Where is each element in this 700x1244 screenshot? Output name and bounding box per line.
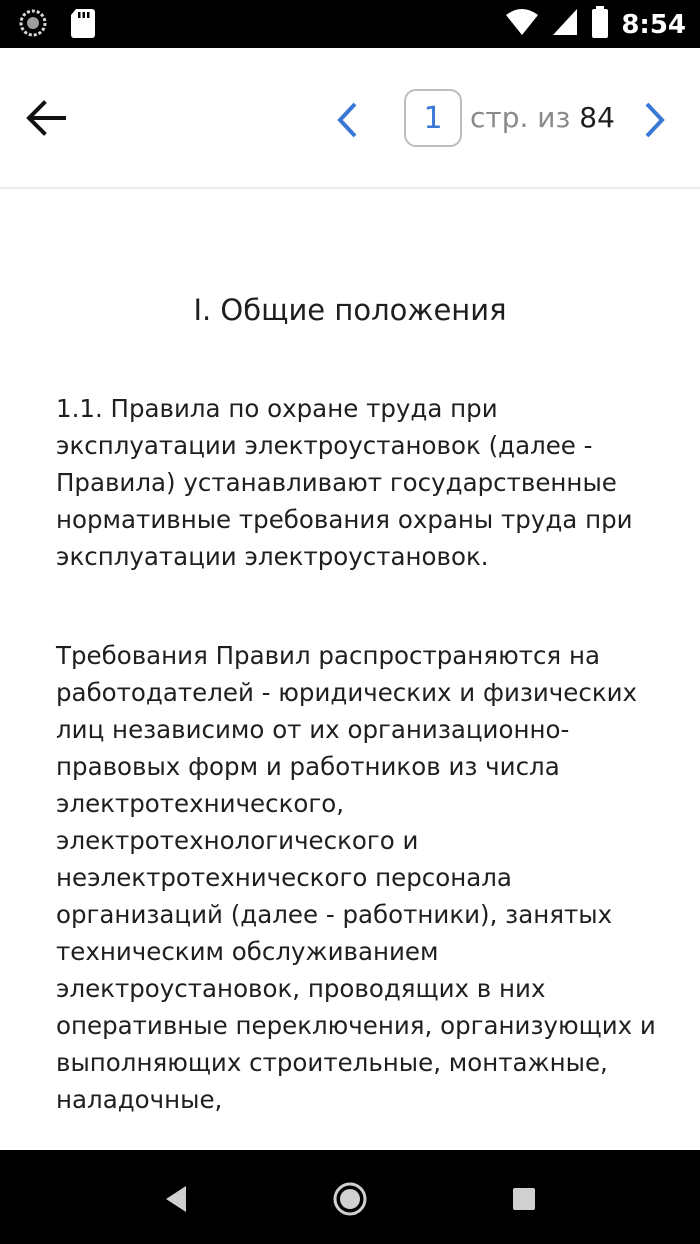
nav-recents-icon <box>502 1208 546 1225</box>
nav-home-icon <box>328 1208 372 1225</box>
prev-page-button[interactable] <box>328 98 368 142</box>
chevron-left-icon <box>328 129 368 146</box>
page-toolbar <box>0 48 700 189</box>
chevron-right-icon <box>634 129 674 146</box>
wifi-icon <box>505 7 539 42</box>
document-content[interactable] <box>0 190 700 1150</box>
status-right <box>505 6 686 43</box>
signal-icon <box>551 7 579 42</box>
arrow-left-icon <box>22 127 72 144</box>
nav-back-button[interactable] <box>154 1177 198 1221</box>
nav-back-icon <box>154 1208 198 1225</box>
page-number-input[interactable] <box>404 89 462 147</box>
system-nav-bar <box>0 1150 700 1244</box>
paragraph-2: Требования Правил распространяются на работодателей - юридических и физических лиц независимо от их организационно-правовых форм и работников из числа электротехнического, электротехнологического и неэлектротехнического персонала организаций (далее - работники), занятых техническим обслуживанием электроустановок, проводящих в них оперативные переключения, организующих и выполняющих строительные, монтажные, наладочные, <box>56 641 656 1114</box>
paragraph-1: 1.1. Правила по охране труда при эксплуатации электроустановок (далее - Правила) устанавливают государственные нормативные требования охраны труда при эксплуатации электроустановок. <box>56 394 633 571</box>
nav-recents-button[interactable] <box>502 1177 546 1221</box>
next-page-button[interactable] <box>634 98 674 142</box>
status-left <box>18 8 96 43</box>
section-title: I. Общие положения <box>193 293 507 327</box>
page-count-label <box>470 100 615 136</box>
nav-home-button[interactable] <box>328 1177 372 1221</box>
sync-icon <box>18 8 48 43</box>
pages-of-label: стр. из <box>470 101 571 134</box>
status-time: 8:54 <box>621 9 686 40</box>
sd-card-icon <box>70 8 96 43</box>
back-button[interactable] <box>22 96 72 140</box>
status-bar <box>0 0 700 48</box>
total-pages: 84 <box>579 101 615 134</box>
battery-icon <box>591 6 609 43</box>
